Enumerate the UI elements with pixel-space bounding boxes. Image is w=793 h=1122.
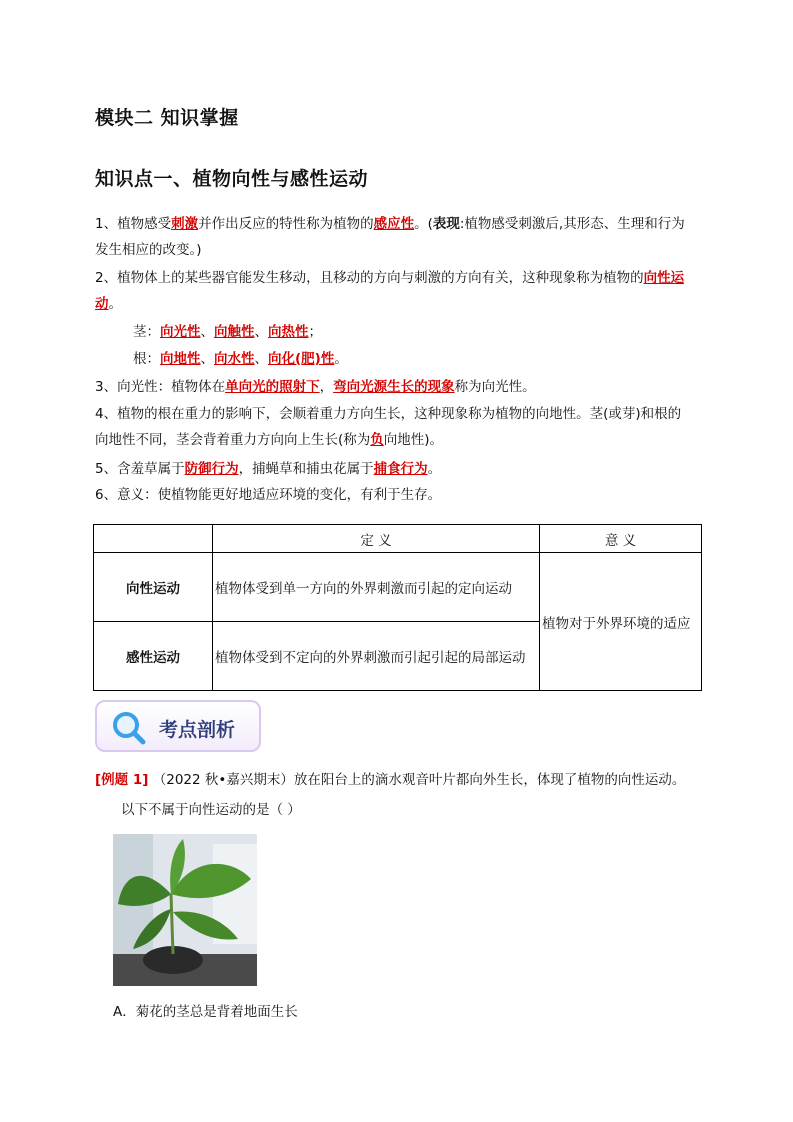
answer-chemotropism: 向化(肥)性 [268,351,335,367]
paragraph-3 [95,374,705,400]
answer-sensitivity: 感应性 [373,216,415,232]
badge-label: 考点剖析 [159,719,236,741]
text: ，捕蝇草和捕虫花属于 [238,461,374,477]
answer-stimulus: 刺激 [171,216,199,232]
text: 。 [427,461,442,477]
table-header-cell [94,525,213,553]
paragraph-2 [95,265,705,317]
text: 3、向光性：植物体在 [95,379,226,395]
example-line [95,767,715,793]
table-row-definition: 植物体受到单一方向的外界刺激而引起的定向运动 [213,553,540,622]
example-source: （2022 秋•嘉兴期末）放在阳台上的滴水观音叶片都向外生长，体现了植物的向性运动。 [152,772,686,788]
root-line [133,346,348,372]
table-meaning-cell: 植物对于外界环境的适应 [540,553,702,691]
option-a[interactable]: A．菊花的茎总是背着地面生长 [113,1004,298,1020]
table-row-name: 向性运动 [94,553,213,622]
knowledge-table [93,524,702,691]
paragraph-5 [95,456,705,482]
table-row-definition: 植物体受到不定向的外界刺激而引起引起的局部运动 [213,622,540,691]
text: 发生相应的改变。) [95,242,202,258]
text: ， [319,379,334,395]
table-row [94,553,702,622]
text: 2、植物体上的某些器官能发生移动，且移动的方向与刺激的方向有关，这种现象称为植物的 [95,270,644,286]
paragraph-4 [95,401,715,453]
root-label: 根： [133,351,160,367]
separator: 、 [200,351,214,367]
text: 。( [414,216,433,232]
answer-unidirectional-light: 单向光的照射下 [225,379,320,395]
section-title: 知识点一、植物向性与感性运动 [95,168,369,190]
answer-bend-toward-light: 弯向光源生长的现象 [333,379,455,395]
text: 向地性不同，茎会背着重力方向向上生长(称为 [95,432,371,448]
plant-photo [113,834,257,986]
plant-image [113,834,257,986]
answer-predation-behavior: 捕食行为 [373,461,428,477]
example-tag: [例题 1] [95,772,149,788]
example-question: 以下不属于向性运动的是（ ） [121,802,301,818]
text: 5、含羞草属于 [95,461,185,477]
text: :植物感受刺激后,其形态、生理和行为 [459,216,685,232]
paragraph-6: 6、意义：使植物能更好地适应环境的变化，有利于生存。 [95,487,442,503]
text: 。 [108,296,122,312]
table-row-name: 感性运动 [94,622,213,691]
answer-thigmotropism: 向触性 [214,324,255,340]
table-header-row [94,525,702,553]
table-header-meaning: 意 义 [540,525,702,553]
separator: 、 [200,324,214,340]
paragraph-1 [95,211,705,263]
separator: 、 [254,324,268,340]
separator: 。 [334,351,348,367]
text: 并作出反应的特性称为植物的 [198,216,374,232]
separator: 、 [254,351,268,367]
answer-hydrotropism: 向水性 [214,351,255,367]
answer-phototropism: 向光性 [160,324,201,340]
text: 4、植物的根在重力的影响下，会顺着重力方向生长，这种现象称为植物的向地性。茎(或芽)和根的 [95,406,682,422]
stem-label: 茎： [133,324,160,340]
answer-tropism-cont: 动 [95,296,109,312]
stem-line [133,319,322,345]
text: 1、植物感受 [95,216,172,232]
table-header-definition: 定 义 [213,525,540,553]
answer-thermotropism: 向热性 [268,324,309,340]
search-icon [111,710,147,746]
answer-geotropism: 向地性 [160,351,201,367]
text: 称为向光性。 [454,379,536,395]
answer-tropism: 向性运 [643,270,685,286]
answer-negative: 负 [370,432,384,448]
answer-defense-behavior: 防御行为 [184,461,239,477]
module-title: 模块二 知识掌握 [95,107,239,129]
analysis-badge [95,700,261,752]
text: 向地性)。 [383,432,444,448]
label-manifestation: 表现 [432,216,460,232]
separator: ； [308,324,322,340]
